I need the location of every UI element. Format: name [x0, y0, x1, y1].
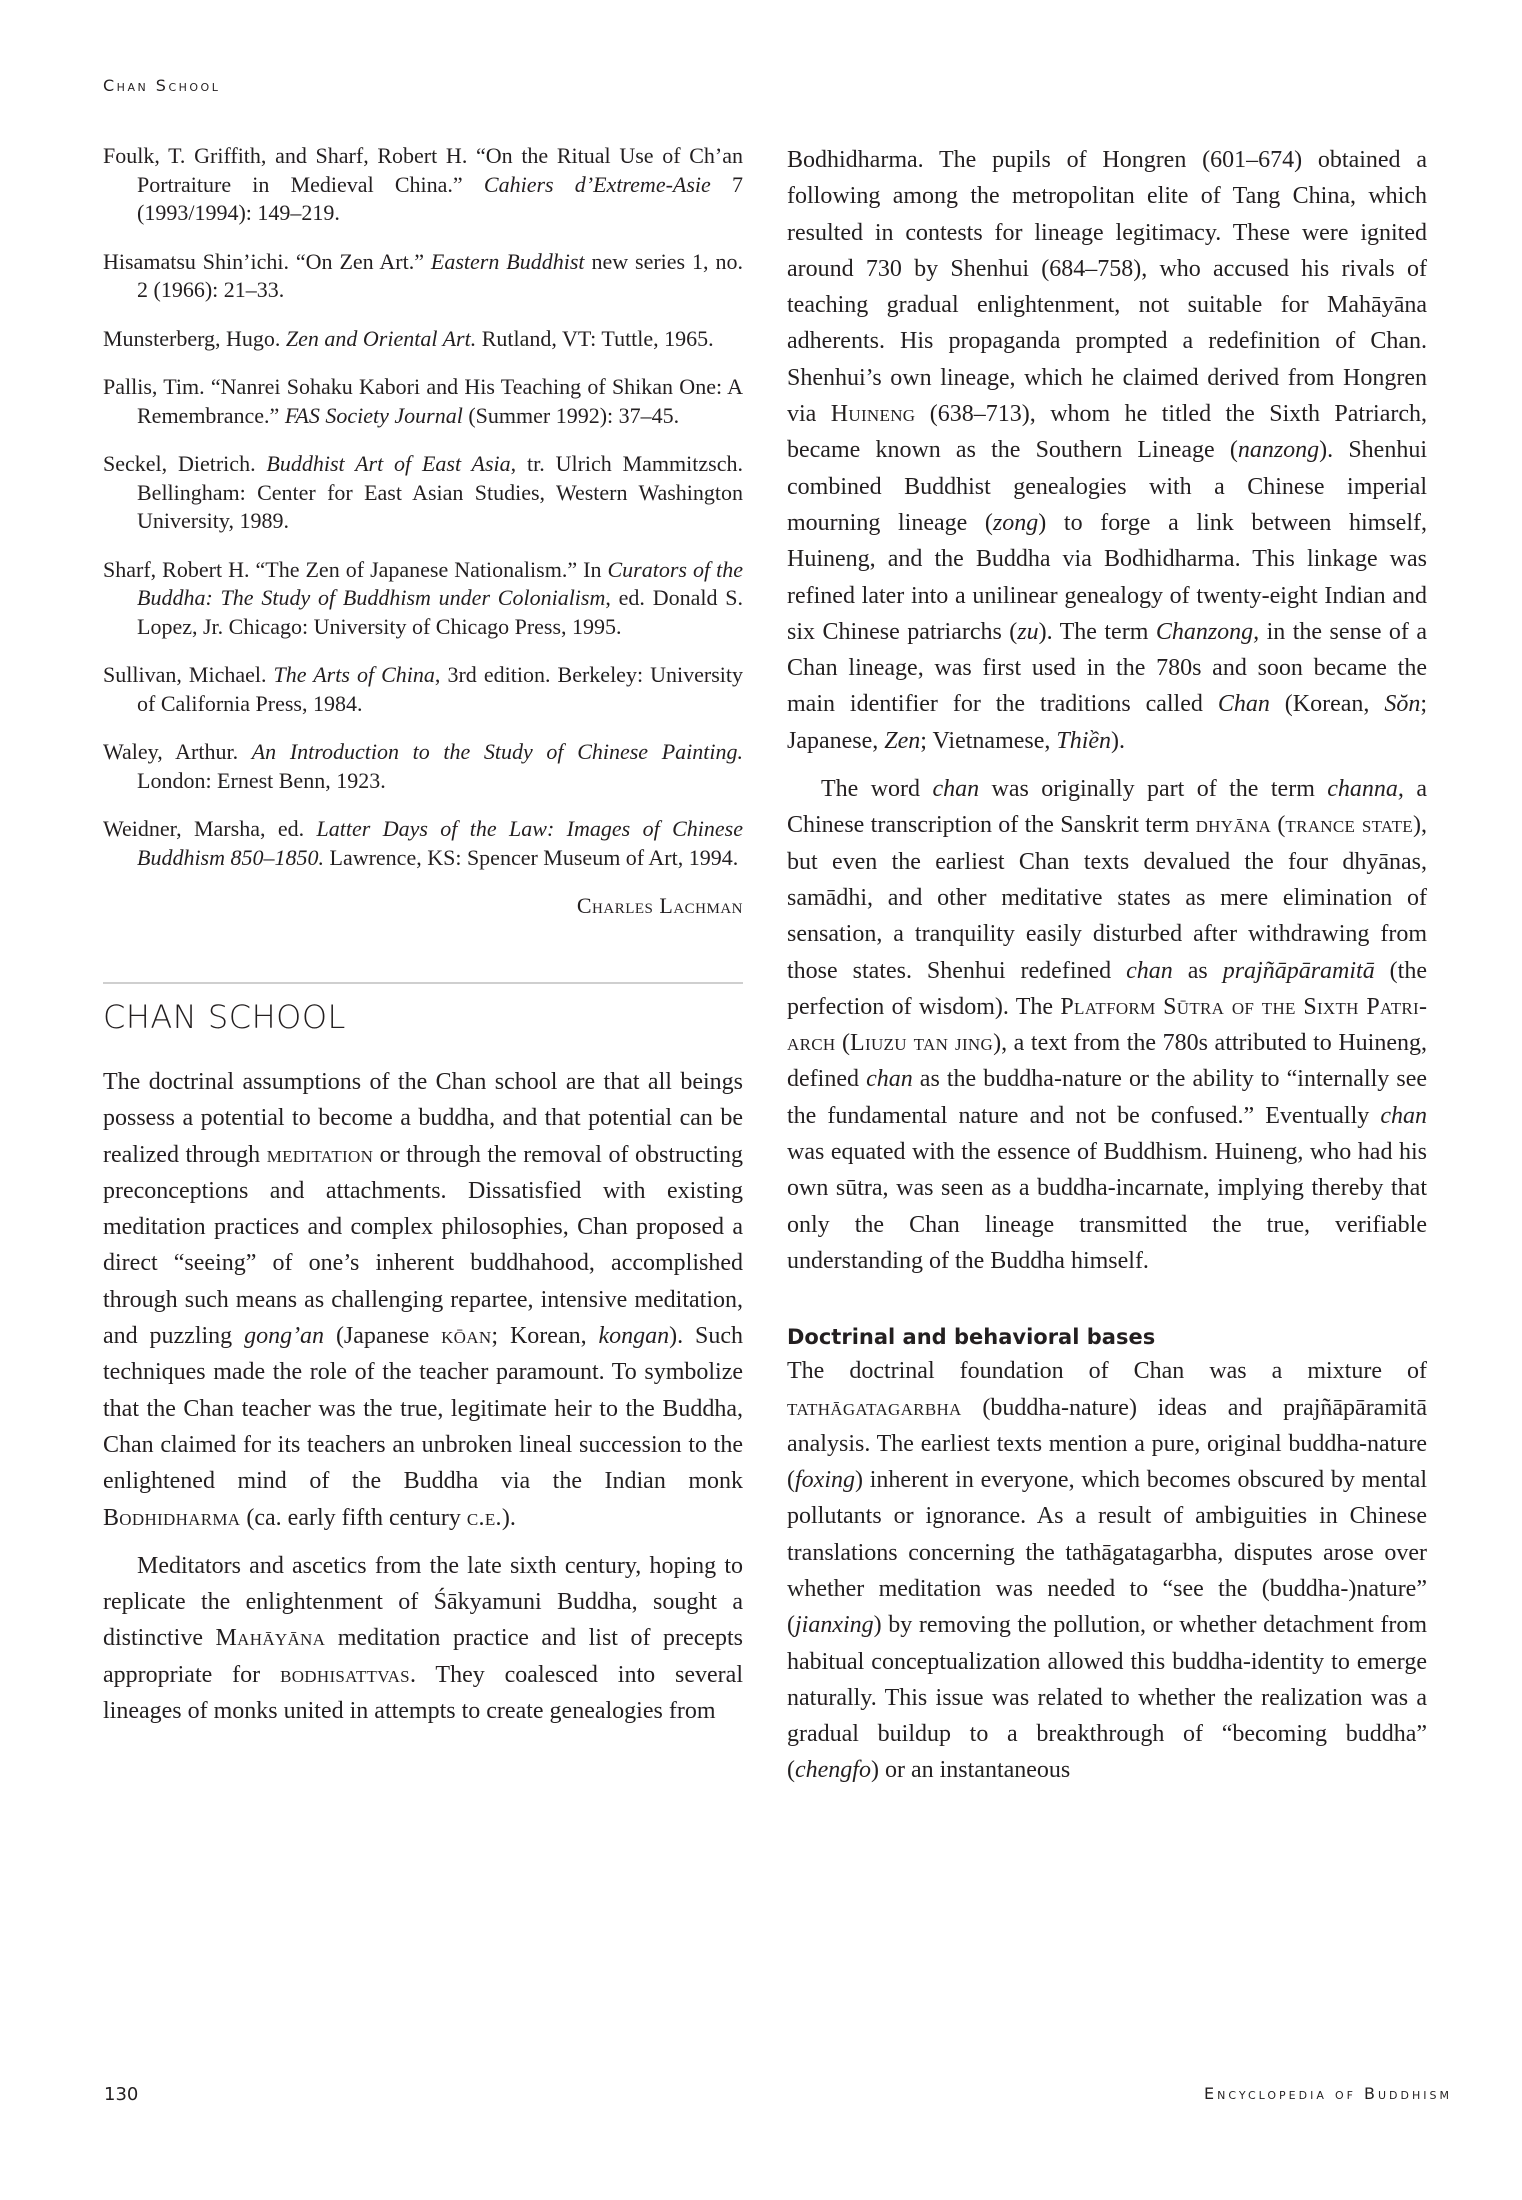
cross-reference[interactable]: c.e. — [466, 1504, 502, 1531]
text-run: Seckel, Dietrich. — [103, 451, 267, 476]
text-run: Meditators and ascetics from the late sixth century, hoping to replicate the enlightenment of Śākyamuni Buddha, sought a distinctive — [103, 1552, 743, 1652]
text-run: Lawrence, KS: Spencer Museum of Art, 1994. — [324, 844, 739, 870]
author-signature: Charles Lachman — [576, 893, 743, 918]
italic-term: Cahiers d’Extreme-Asie — [483, 171, 711, 197]
text-run: was equated with the essence of Buddhism. Huineng, who had his own sūtra, was seen as a buddha-incarnate, implying thereby that only the Chan lineage transmitted the true, verifiable understanding of the Buddha himself. — [787, 1139, 1427, 1274]
italic-term: prajñāpāramitā — [1222, 957, 1375, 984]
italic-term: chan — [932, 776, 980, 803]
body-paragraph — [787, 1353, 1427, 1789]
text-run: , ed. Donald S. Lopez, Jr. Chicago: University of Chicago Press, 1995. — [137, 585, 743, 639]
text-run: (Korean, — [1269, 691, 1385, 718]
text-run: ), but even the earliest Chan texts devalued the four dhyānas, samādhi, and other meditative states as mere elimination of sensation, a tranquility easily disturbed after withdrawing from those states. Shenhui redefined — [787, 812, 1427, 984]
italic-term: The Arts of China — [273, 662, 435, 687]
bibliography-entry — [103, 248, 743, 305]
text-run: (the perfection of wisdom). The — [787, 957, 1427, 1020]
text-run: in the sense of a Chan lineage, was first used in the 780s and soon became the main identifier for the traditions called — [787, 618, 1428, 718]
text-run: The doctrinal assumptions of the Chan school are that all beings possess a potential to become a buddha, and that potential can be realized through — [103, 1069, 743, 1168]
bibliography-entry — [103, 815, 743, 872]
text-run: Weidner, Marsha, ed. — [103, 816, 317, 841]
text-run: ). The term — [1038, 618, 1156, 645]
text-run: (Summer 1992): 37–45. — [462, 402, 680, 428]
text-run: Munsterberg, Hugo. — [103, 325, 286, 351]
text-run: as the buddha-nature or the ability to “internally see the fundamental nature and not be confused.” Eventually — [787, 1066, 1427, 1129]
text-run: 7 (1993/1994): 149–219. — [137, 171, 743, 225]
text-run: , 3rd edition. Berkeley: University of California Press, 1984. — [137, 662, 743, 716]
italic-term: zong — [992, 509, 1039, 536]
cross-reference[interactable]: Liuzu tan jing — [850, 1030, 994, 1057]
text-run: (buddha-nature) ideas and prajñāpāramitā analysis. The earliest texts mention a pure, original buddha-nature ( — [787, 1394, 1427, 1494]
text-run: ; Vietnamese, — [920, 727, 1057, 754]
italic-term: chan — [1380, 1102, 1427, 1129]
cross-reference[interactable]: dhyāna — [1195, 812, 1272, 839]
text-run: Hisamatsu Shin’ichi. “On Zen Art.” — [103, 248, 431, 274]
italic-term: gong’an — [244, 1323, 325, 1350]
article-title: CHAN SCHOOL — [103, 998, 346, 1036]
text-run: ) or an instantaneous — [870, 1757, 1071, 1784]
italic-term: chan — [866, 1066, 913, 1093]
bibliography-list — [103, 142, 743, 872]
italic-term: zu — [1017, 618, 1039, 645]
italic-term: nanzong — [1237, 437, 1320, 464]
italic-term: chengfo — [795, 1757, 871, 1784]
text-run: a Chinese transcription of the Sanskrit term — [787, 776, 1428, 839]
italic-term: Curators of the Buddha: The Study of Buddhism under Colonialism — [137, 556, 743, 610]
italic-term: Thiền — [1056, 727, 1112, 754]
text-run: Sharf, Robert H. “The Zen of Japanese Nationalism.” In — [103, 556, 608, 582]
section-heading: Doctrinal and behavioral bases — [787, 1325, 1156, 1350]
text-run: ( — [1271, 812, 1286, 839]
cross-reference[interactable]: Bodhidharma — [103, 1504, 241, 1531]
text-run: ), a text from the 780s attributed to Huineng, defined — [787, 1030, 1428, 1093]
italic-term: kongan — [598, 1323, 670, 1350]
italic-term: Chan — [1217, 691, 1270, 718]
bibliography-entry — [103, 450, 743, 536]
italic-term: jianxing — [795, 1612, 874, 1639]
text-run: ) to forge a link between himself, Huineng, and the Buddha via Bodhidharma. This linkage was refined later into a unilinear genealogy of twenty-eight Indian and six Chinese patriarchs ( — [787, 509, 1427, 645]
cross-reference[interactable]: bodhisattvas — [280, 1661, 410, 1688]
italic-term: Sŏn — [1384, 691, 1421, 718]
section-body — [787, 1353, 1427, 1789]
text-run: , tr. Ulrich Mammitzsch. Bellingham: Center for East Asian Studies, Western Washington University, 1989. — [137, 451, 743, 533]
italic-term: Eastern Buddhist — [430, 248, 585, 274]
body-paragraph — [103, 1064, 743, 1536]
book-title: Encyclopedia of Buddhism — [1204, 2084, 1452, 2103]
text-run: (638–713), whom he titled the Sixth Patriarch, became known as the Southern Lineage ( — [787, 401, 1427, 464]
italic-term: chan — [1126, 957, 1173, 984]
page-number: 130 — [104, 2084, 139, 2105]
text-run: (ca. early fifth century — [240, 1504, 467, 1531]
text-run: London: Ernest Benn, 1923. — [137, 767, 386, 793]
italic-term: FAS Society Journal — [284, 402, 463, 428]
text-run: ; Japanese, — [787, 691, 1428, 754]
right-body — [787, 142, 1427, 1279]
cross-reference[interactable]: Mahāyāna — [215, 1625, 326, 1652]
text-run: Sullivan, Michael. — [103, 662, 274, 687]
text-run: Rutland, VT: Tuttle, 1965. — [476, 325, 714, 351]
body-paragraph — [103, 1548, 743, 1729]
cross-reference[interactable]: trance state — [1285, 812, 1413, 839]
text-run: (Japanese — [324, 1323, 442, 1350]
text-run: or through the removal of obstructing preconceptions and attachments. Dissatisfied with existing meditation practices and complex philosophies, Chan proposed a direct “seeing” of one’s inherent buddhahood, accomplished through such means as challenging repartee, intensive meditation, and puzzling — [103, 1141, 743, 1350]
text-run: new series 1, no. 2 (1966): 21–33. — [137, 248, 743, 302]
cross-reference[interactable]: Platform Sūtra of the Sixth Patriarch — [787, 993, 1427, 1057]
text-run: ). — [501, 1504, 516, 1531]
text-run: as — [1172, 957, 1223, 984]
italic-term: Zen — [884, 727, 921, 754]
text-run: The word — [821, 776, 933, 803]
body-paragraph — [787, 771, 1427, 1279]
text-run: ( — [835, 1030, 851, 1057]
bibliography-entry — [103, 738, 743, 795]
right-column — [787, 142, 1427, 1789]
text-run: The doctrinal foundation of Chan was a mixture of — [787, 1358, 1427, 1385]
italic-term: Buddhist Art of East Asia — [266, 451, 511, 476]
text-run: ). Shenhui combined Buddhist genealogies with a Chinese imperial mourning lineage ( — [787, 437, 1427, 536]
text-run: Pallis, Tim. “Nanrei Sohaku Kabori and His Teaching of Shikan One: A Remembrance.” — [103, 374, 743, 428]
text-run: Bodhidharma. The pupils of Hongren (601–674) obtained a following among the metropolitan elite of Tang China, which resulted in contests for lineage legitimacy. These were ignited around 730 by Shenhui (684–758), who accused his rivals of teaching gradual enlightenment, not suitable for Mahāyāna adherents. His propaganda prompted a redefinition of Chan. Shenhui’s own lineage, which he claimed derived from Hongren via — [787, 147, 1427, 428]
text-run: ). — [1111, 727, 1126, 754]
text-run: was originally part of the term — [979, 776, 1328, 803]
italic-term: Chanzong, — [1155, 618, 1260, 645]
bibliography-entry — [103, 373, 743, 430]
bibliography-entry — [103, 142, 743, 228]
left-body — [103, 1064, 743, 1729]
bibliography-entry — [103, 661, 743, 718]
left-column — [103, 142, 743, 1729]
text-run: ). Such techniques made the role of the teacher paramount. To symbolize that the Chan teacher was the true, legitimate heir to the Buddha, Chan claimed for its teachers an unbroken lineal succession to the enlightened mind of the Buddha via the Indian monk — [103, 1323, 744, 1495]
cross-reference[interactable]: tathāgatagarbha — [787, 1394, 962, 1421]
body-paragraph — [787, 142, 1427, 759]
text-run: Foulk, T. Griffith, and Sharf, Robert H. “On the Ritual Use of Ch’an Portraiture in Medieval China.” — [103, 143, 743, 197]
cross-reference[interactable]: Huineng — [830, 401, 916, 428]
italic-term: Latter Days of the Law: Images of Chinese Buddhism 850–1850. — [137, 816, 743, 870]
text-run: Waley, Arthur. — [103, 739, 252, 764]
article-divider — [103, 982, 743, 984]
italic-term: An Introduction to the Study of Chinese Painting. — [251, 739, 743, 764]
text-run: ; Korean, — [491, 1323, 599, 1350]
text-run: . They coalesced into several lineages of monks united in attempts to create genealogies from — [103, 1661, 743, 1725]
text-run: meditation practice and list of precepts appropriate for — [103, 1625, 744, 1688]
italic-term: channa, — [1327, 776, 1404, 803]
italic-term: Zen and Oriental Art. — [285, 325, 477, 351]
text-run: ) inherent in everyone, which becomes obscured by mental pollutants or ignorance. As a result of ambiguities in Chinese translations concerning the tathāgatagarbha, disputes arose over whether meditation was needed to “see the (buddha-)nature” ( — [787, 1467, 1427, 1639]
cross-reference[interactable]: kōan — [441, 1323, 492, 1350]
italic-term: foxing — [795, 1467, 855, 1494]
bibliography-entry — [103, 556, 743, 642]
bibliography-entry — [103, 325, 743, 354]
text-run: ) by removing the pollution, or whether detachment from habitual conceptualization allowed this buddha-identity to emerge naturally. This issue was related to whether the realization was a gradual buildup to a breakthrough of “becoming buddha” ( — [787, 1612, 1427, 1784]
running-head: Chan School — [103, 76, 221, 95]
cross-reference[interactable]: meditation — [266, 1141, 374, 1168]
